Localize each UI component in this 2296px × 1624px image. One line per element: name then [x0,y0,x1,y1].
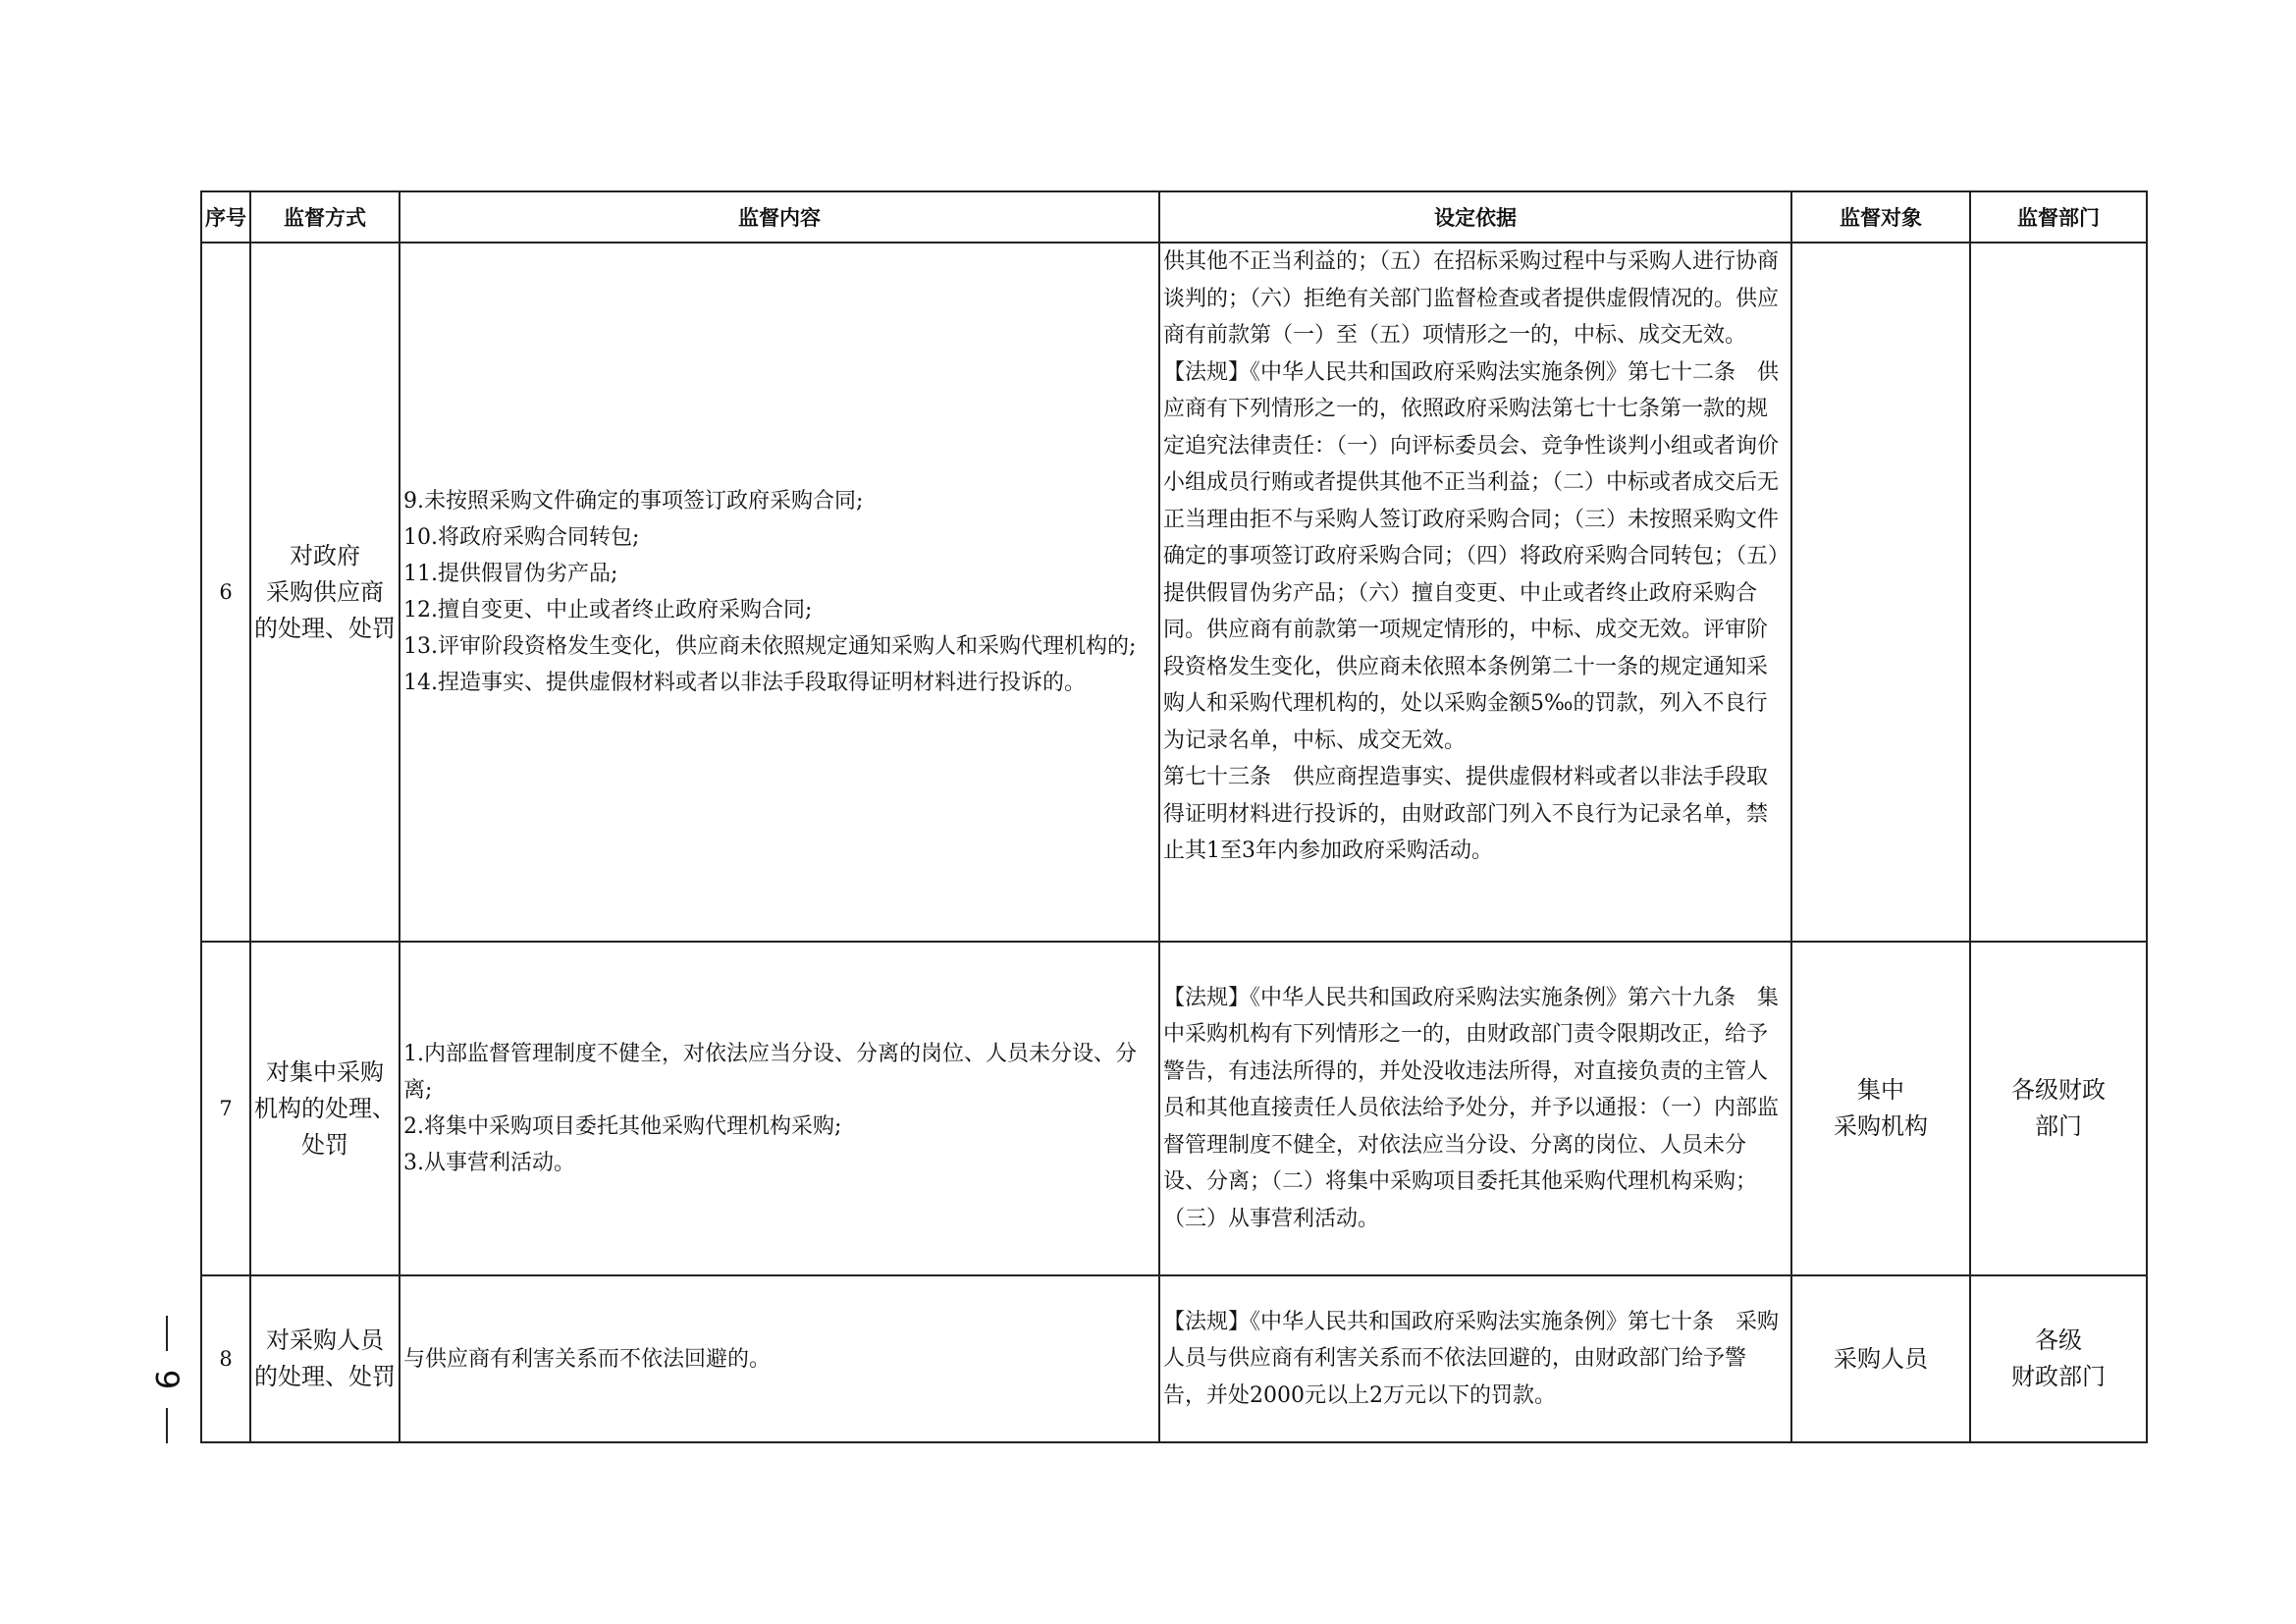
header-basis: 设定依据 [1159,191,1791,243]
basis-paragraph: 【法规】《中华人民共和国政府采购法实施条例》第七十二条 供应商有下列情形之一的，依照政府采购法第七十七条第一款的规定追究法律责任：（一）向评标委员会、竞争性谈判小组或者询价小组成员行贿或者提供其他不正当利益；（二）中标或者成交后无正当理由拒不与采购人签订政府采购合同；（三）未按照采购文件确定的事项签订政府采购合同；（四）将政府采购合同转包；（五）提供假冒伪劣产品；（六）擅自变更、中止或者终止政府采购合同。供应商有前款第一项规定情形的，中标、成交无效。评审阶段资格发生变化，供应商未依照本条例第二十一条的规定通知采购人和采购代理机构的，处以采购金额5‰的罚款，列入不良行为记录名单，中标、成交无效。 [1163,359,1780,753]
content-item: 12.擅自变更、中止或者终止政府采购合同; [403,598,813,623]
header-num: 序号 [201,191,250,243]
dept-line: 部门 [2035,1112,2082,1140]
row-basis [1159,243,1791,942]
mode-line: 采购供应商 [266,577,384,606]
header-mode: 监督方式 [250,191,400,243]
header-dept: 监督部门 [1970,191,2147,243]
content-item: 1.内部监督管理制度不健全，对依法应当分设、分离的岗位、人员未分设、分离; [403,1042,1137,1103]
basis-paragraph: 供其他不正当利益的；（五）在招标采购过程中与采购人进行协商谈判的；（六）拒绝有关部门监督检查或者提供虚假情况的。供应商有前款第（一）至（五）项情形之一的，中标、成交无效。 [1163,249,1780,348]
dept-line: 各级财政 [2011,1076,2106,1104]
target-line: 采购人员 [1834,1344,1928,1373]
content-item: 3.从事营利活动。 [403,1151,575,1175]
row-target [1791,942,1970,1275]
mode-line: 的处理、处罚 [254,614,396,642]
content-item: 9.未按照采购文件确定的事项签订政府采购合同; [403,489,864,514]
row-dept [1970,1275,2147,1442]
target-line: 采购机构 [1834,1112,1928,1140]
header-target: 监督对象 [1791,191,1970,243]
table-row [201,243,2147,942]
mode-line: 机构的处理、 [254,1094,396,1122]
row-mode [250,243,400,942]
row-num: 6 [201,243,250,942]
row-dept [1970,942,2147,1275]
row-target [1791,1275,1970,1442]
content-item: 11.提供假冒伪劣产品; [403,562,618,586]
content-item: 与供应商有利害关系而不依法回避的。 [403,1346,772,1372]
row-num: 8 [201,1275,250,1442]
mode-line: 对采购人员 [266,1326,384,1354]
dept-line: 各级 [2035,1326,2082,1354]
row-content [400,942,1159,1275]
basis-paragraph: 【法规】《中华人民共和国政府采购法实施条例》第七十条 采购人员与供应商有利害关系而不依法回避的，由财政部门给予警告，并处2000元以上2万元以下的罚款。 [1163,1309,1780,1408]
mode-line: 对政府 [290,541,360,569]
mode-line: 的处理、处罚 [254,1363,396,1390]
row-mode [250,942,400,1275]
content-item: 13.评审阶段资格发生变化，供应商未依照规定通知采购人和采购代理机构的; [403,634,1137,659]
table-header-row [201,191,2147,243]
row-basis [1159,942,1791,1275]
row-target [1791,243,1970,942]
header-content: 监督内容 [400,191,1159,243]
basis-paragraph: 第七十三条 供应商捏造事实、提供虚假材料或者以非法手段取得证明材料进行投诉的，由财政部门列入不良行为记录名单，禁止其1至3年内参加政府采购活动。 [1163,765,1769,863]
table-row [201,942,2147,1275]
row-basis [1159,1275,1791,1442]
basis-paragraph: 【法规】《中华人民共和国政府采购法实施条例》第六十九条 集中采购机构有下列情形之一的，由财政部门责令限期改正，给予警告，有违法所得的，并处没收违法所得，对直接负责的主管人员和其他直接责任人员依法给予处分，并予以通报：（一）内部监督管理制度不健全，对依法应当分设、分离的岗位、人员未分设、分离；（二）将集中采购项目委托其他采购代理机构采购；（三）从事营利活动。 [1163,985,1780,1231]
content-item: 14.捏造事实、提供虚假材料或者以非法手段取得证明材料进行投诉的。 [403,671,1086,695]
page-number-dash-top [166,1316,168,1351]
row-dept [1970,243,2147,942]
page-number [147,1316,187,1443]
page-number-digit: 9 [147,1369,186,1390]
content-item: 2.将集中采购项目委托其他采购代理机构采购; [403,1114,842,1139]
row-mode [250,1275,400,1442]
row-content [400,1275,1159,1442]
mode-line: 处罚 [301,1130,348,1159]
page-number-dash-bottom [166,1408,168,1443]
dept-line: 财政部门 [2011,1363,2106,1390]
table-row [201,1275,2147,1442]
content-item: 10.将政府采购合同转包; [403,525,640,550]
row-content [400,243,1159,942]
target-line: 集中 [1857,1076,1904,1104]
mode-line: 对集中采购 [266,1057,384,1086]
supervision-table [200,190,2148,1443]
row-num: 7 [201,942,250,1275]
